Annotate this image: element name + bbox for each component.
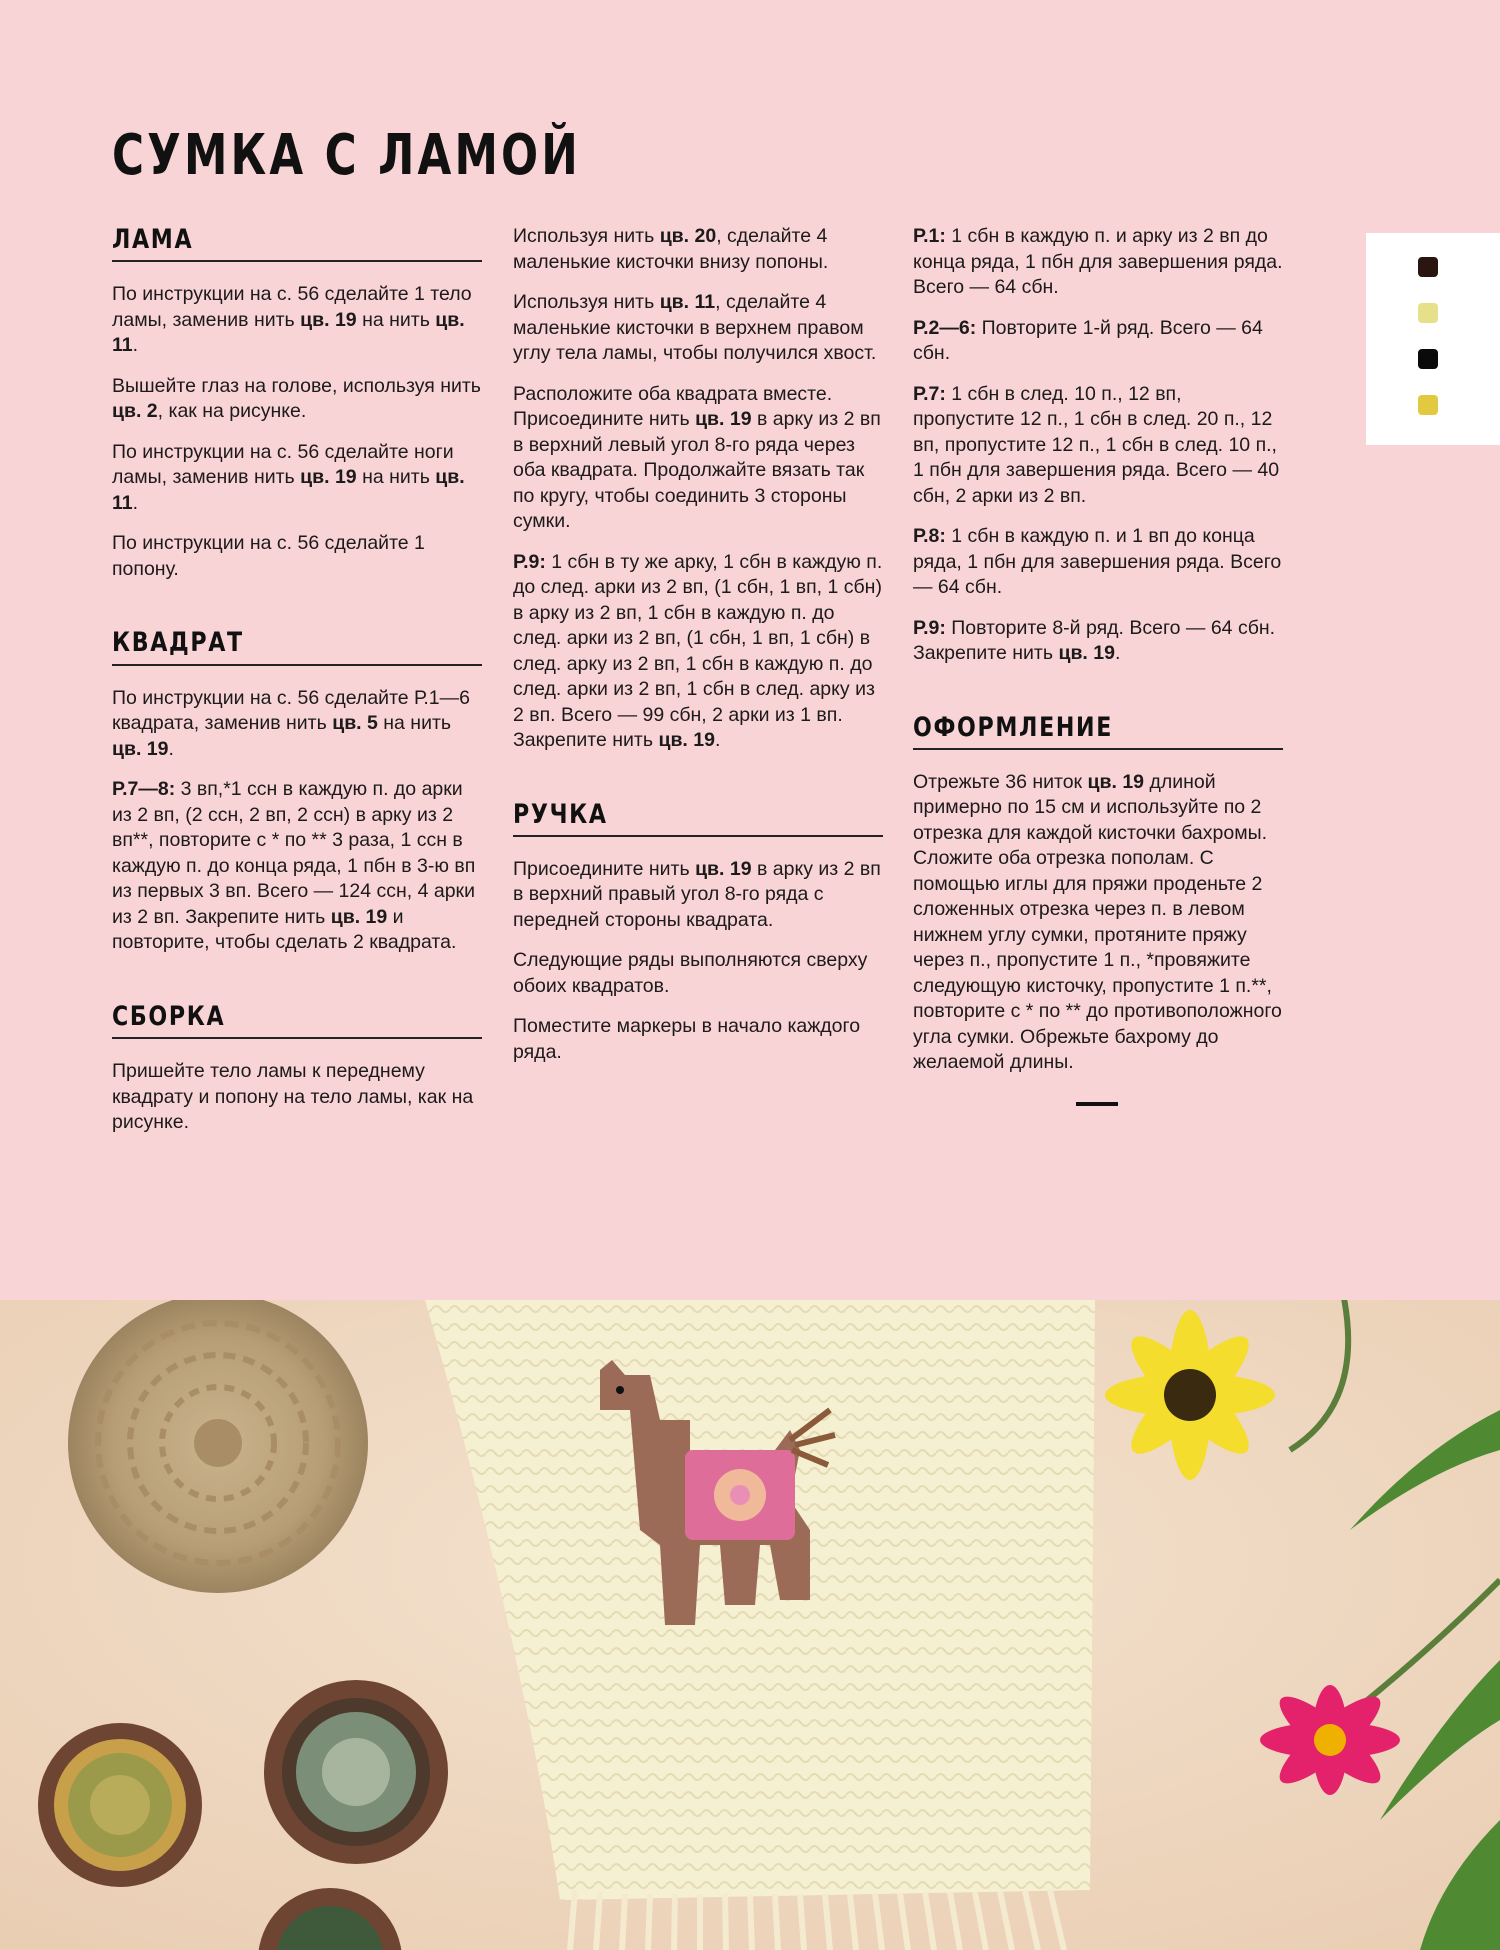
bold-term: цв. 19 [658, 729, 715, 751]
paragraph-text: длиной примерно по 15 см и используйте по 2 отрезка для каждой кисточки бахромы. Сложите оба отрезка пополам. С помощью иглы для пряжи проденьте 2 сложенных отрезка через п. в левом нижнем углу сумки, протяните пряжу через п., пропустите 1 п., *провяжите следующую кисточку, пропустите 1 п.**, повторите с * по ** до противоположного угла сумки. Обрежьте бахрому до желаемой длины. [913, 770, 1282, 1074]
instruction-paragraph [913, 382, 1283, 510]
column-3 [913, 224, 1283, 1106]
section-heading [112, 224, 482, 262]
bold-term: цв. 11 [659, 291, 716, 313]
end-of-pattern-mark [1076, 1102, 1118, 1106]
instruction-paragraph [112, 686, 482, 763]
paragraph-text: , сделайте 4 маленькие кисточки в верхнем правом углу тела ламы, чтобы получился хвост. [513, 291, 877, 364]
bold-term: цв. 5 [332, 712, 378, 735]
legend-swatch [1418, 349, 1438, 369]
paragraph-text: в арку из 2 вп в верхний левый угол 8-го ряда через оба квадрата. Продолжайте вязать так по кругу, чтобы соединить 3 стороны сумки. [513, 408, 881, 532]
page-title: СУМКА С ЛАМОЙ [112, 123, 581, 188]
instruction-paragraph [112, 777, 482, 956]
instruction-paragraph [112, 282, 482, 359]
paragraph-text: . [168, 737, 174, 760]
legend-swatch [1418, 395, 1438, 415]
instruction-paragraph [913, 616, 1283, 667]
bold-term: Р.8: [913, 525, 946, 547]
column-1 [112, 224, 482, 1151]
bold-term: цв. 2 [112, 400, 158, 423]
bold-term: цв. 19 [300, 308, 357, 331]
paragraph-text: , как на рисунке. [157, 400, 307, 423]
bold-term: цв. 19 [695, 857, 752, 880]
bold-term: Р.2—6: [913, 316, 977, 339]
paragraph-text: 1 сбн в каждую п. и арку из 2 вп до конца ряда, 1 пбн для завершения ряда. Всего — 64 сбн. [913, 225, 1283, 298]
paragraph-text: Пришейте тело ламы к переднему квадрату и попону на тело ламы, как на рисунке. [112, 1060, 474, 1134]
paragraph-text: Присоедините нить [513, 857, 696, 880]
paragraph-text: на нить [377, 712, 452, 735]
product-photo [0, 1300, 1500, 1950]
paragraph-text: Следующие ряды выполняются сверху обоих квадратов. [513, 949, 868, 997]
legend-row [1366, 301, 1500, 325]
bold-term: цв. 19 [1058, 642, 1115, 664]
column-2 [513, 224, 883, 1080]
paragraph-text: По инструкции на с. 56 сделайте 1 тело ламы, заменив нить [112, 283, 472, 331]
paragraph-text: 1 сбн в след. 10 п., 12 вп, пропустите 12 п., 1 сбн в след. 20 п., 12 вп, пропустите 12 п., 1 сбн в след. 10 п., 1 пбн для завершения ряда. Всего — 40 сбн, 2 арки из 2 вп. [913, 382, 1280, 507]
section-heading [913, 712, 1283, 750]
bold-term: цв. 20 [659, 225, 717, 247]
paragraph-text: Расположите оба квадрата вместе. Присоедините нить [513, 382, 833, 430]
cactus-pot-2 [264, 1680, 448, 1864]
instruction-paragraph [112, 440, 482, 517]
cactus-pot-1 [38, 1723, 202, 1887]
section-heading [112, 627, 482, 665]
instruction-paragraph [913, 770, 1283, 1076]
instruction-paragraph [513, 550, 883, 754]
bold-term: Р.9: [513, 550, 546, 573]
bold-term: цв. 11 [112, 466, 465, 514]
instruction-paragraph [913, 316, 1283, 367]
bold-term: Р.9: [913, 616, 946, 639]
section-heading-text: РУЧКА [513, 798, 608, 830]
section-spacer [112, 971, 482, 1001]
instruction-paragraph [513, 290, 883, 367]
instruction-paragraph [513, 948, 883, 999]
section-heading-text: ЛАМА [112, 224, 194, 255]
instruction-paragraph [513, 857, 883, 934]
section-spacer [112, 597, 482, 627]
section-heading-text: СБОРКА [112, 1000, 226, 1032]
section-heading [112, 1001, 482, 1039]
paragraph-text: Повторите 8-й ряд. Всего — 64 сбн. Закрепите нить [913, 616, 1276, 664]
bold-term: цв. 19 [1087, 770, 1145, 793]
bold-term: цв. 11 [112, 308, 465, 357]
paragraph-text: , сделайте 4 маленькие кисточки внизу попоны. [513, 225, 829, 273]
section-heading [513, 799, 883, 837]
paragraph-text: Повторите 1-й ряд. Всего — 64 сбн. [913, 316, 1263, 364]
legend-row [1366, 347, 1500, 371]
paragraph-text: на нить [356, 308, 436, 331]
paragraph-text: Вышейте глаз на голове, используя нить [112, 374, 481, 397]
paragraph-text: . [714, 729, 721, 751]
instruction-paragraph [112, 1059, 482, 1136]
paragraph-text: Поместите маркеры в начало каждого ряда. [513, 1015, 861, 1063]
bold-term: цв. 19 [330, 905, 388, 928]
bold-term: цв. 19 [112, 737, 169, 760]
paragraph-text: 3 вп,*1 ссн в каждую п. до арки из 2 вп, (2 ссн, 2 вп, 2 ссн) в арку из 2 вп**, повторите с * по ** 3 раза, 1 ссн в каждую п. до конца ряда, 1 пбн в 3-ю вп из первых 3 вп. Всего — 124 ссн, 4 арки из 2 вп. Закрепите нить [112, 778, 476, 928]
paragraph-text: По инструкции на с. 56 сделайте 1 попону. [112, 532, 425, 580]
instruction-paragraph [513, 1014, 883, 1065]
bold-term: цв. 19 [695, 408, 752, 430]
section-spacer [513, 769, 883, 799]
instruction-paragraph [513, 382, 883, 535]
legend-swatch [1418, 303, 1438, 323]
paragraph-text: в арку из 2 вп в верхний правый угол 8-го ряда с передней стороны квадрата. [513, 857, 881, 931]
paragraph-text: . [132, 334, 139, 357]
bold-term: Р.1: [913, 225, 946, 247]
instruction-paragraph [913, 224, 1283, 301]
instruction-paragraph [513, 224, 883, 275]
paragraph-text: Отрежьте 36 ниток [913, 770, 1088, 793]
woven-basket [68, 1300, 368, 1593]
paragraph-text: . [1114, 642, 1121, 664]
legend-swatch [1418, 257, 1438, 277]
color-legend [1366, 233, 1500, 445]
legend-row [1366, 255, 1500, 279]
paragraph-text: . [132, 491, 139, 514]
section-heading-text: КВАДРАТ [112, 627, 244, 659]
bold-term: Р.7—8: [112, 778, 176, 801]
paragraph-text: По инструкции на с. 56 сделайте ноги ламы, заменив нить [112, 440, 454, 489]
paragraph-text: По инструкции на с. 56 сделайте Р.1—6 квадрата, заменив нить [112, 686, 470, 735]
instruction-paragraph [112, 531, 482, 582]
paragraph-text: Используя нить [513, 291, 660, 313]
paragraph-text: 1 сбн в каждую п. и 1 вп до конца ряда, 1 пбн для завершения ряда. Всего — 64 сбн. [913, 525, 1282, 598]
paragraph-text: на нить [356, 466, 436, 489]
paragraph-text: и повторите, чтобы сделать 2 квадрата. [112, 905, 457, 954]
bold-term: цв. 19 [300, 466, 357, 489]
instruction-paragraph [112, 374, 482, 425]
section-heading-text: ОФОРМЛЕНИЕ [913, 711, 1113, 743]
legend-row [1366, 393, 1500, 417]
paragraph-text: 1 сбн в ту же арку, 1 сбн в каждую п. до след. арки из 2 вп, (1 сбн, 1 вп, 1 сбн) в арку из 2 вп, 1 сбн в каждую п. до след. арки из 2 вп, (1 сбн, 1 вп, 1 сбн) в след. арку из 2 вп, 1 сбн в каждую п. до след. арки из 2 вп, 1 сбн в след. арку из 2 вп. Всего — 99 сбн, 2 арки из 1 вп. Закрепите нить [513, 550, 883, 751]
instruction-paragraph [913, 524, 1283, 601]
paragraph-text: Используя нить [513, 225, 660, 247]
bold-term: Р.7: [913, 382, 946, 405]
section-spacer [913, 682, 1283, 712]
